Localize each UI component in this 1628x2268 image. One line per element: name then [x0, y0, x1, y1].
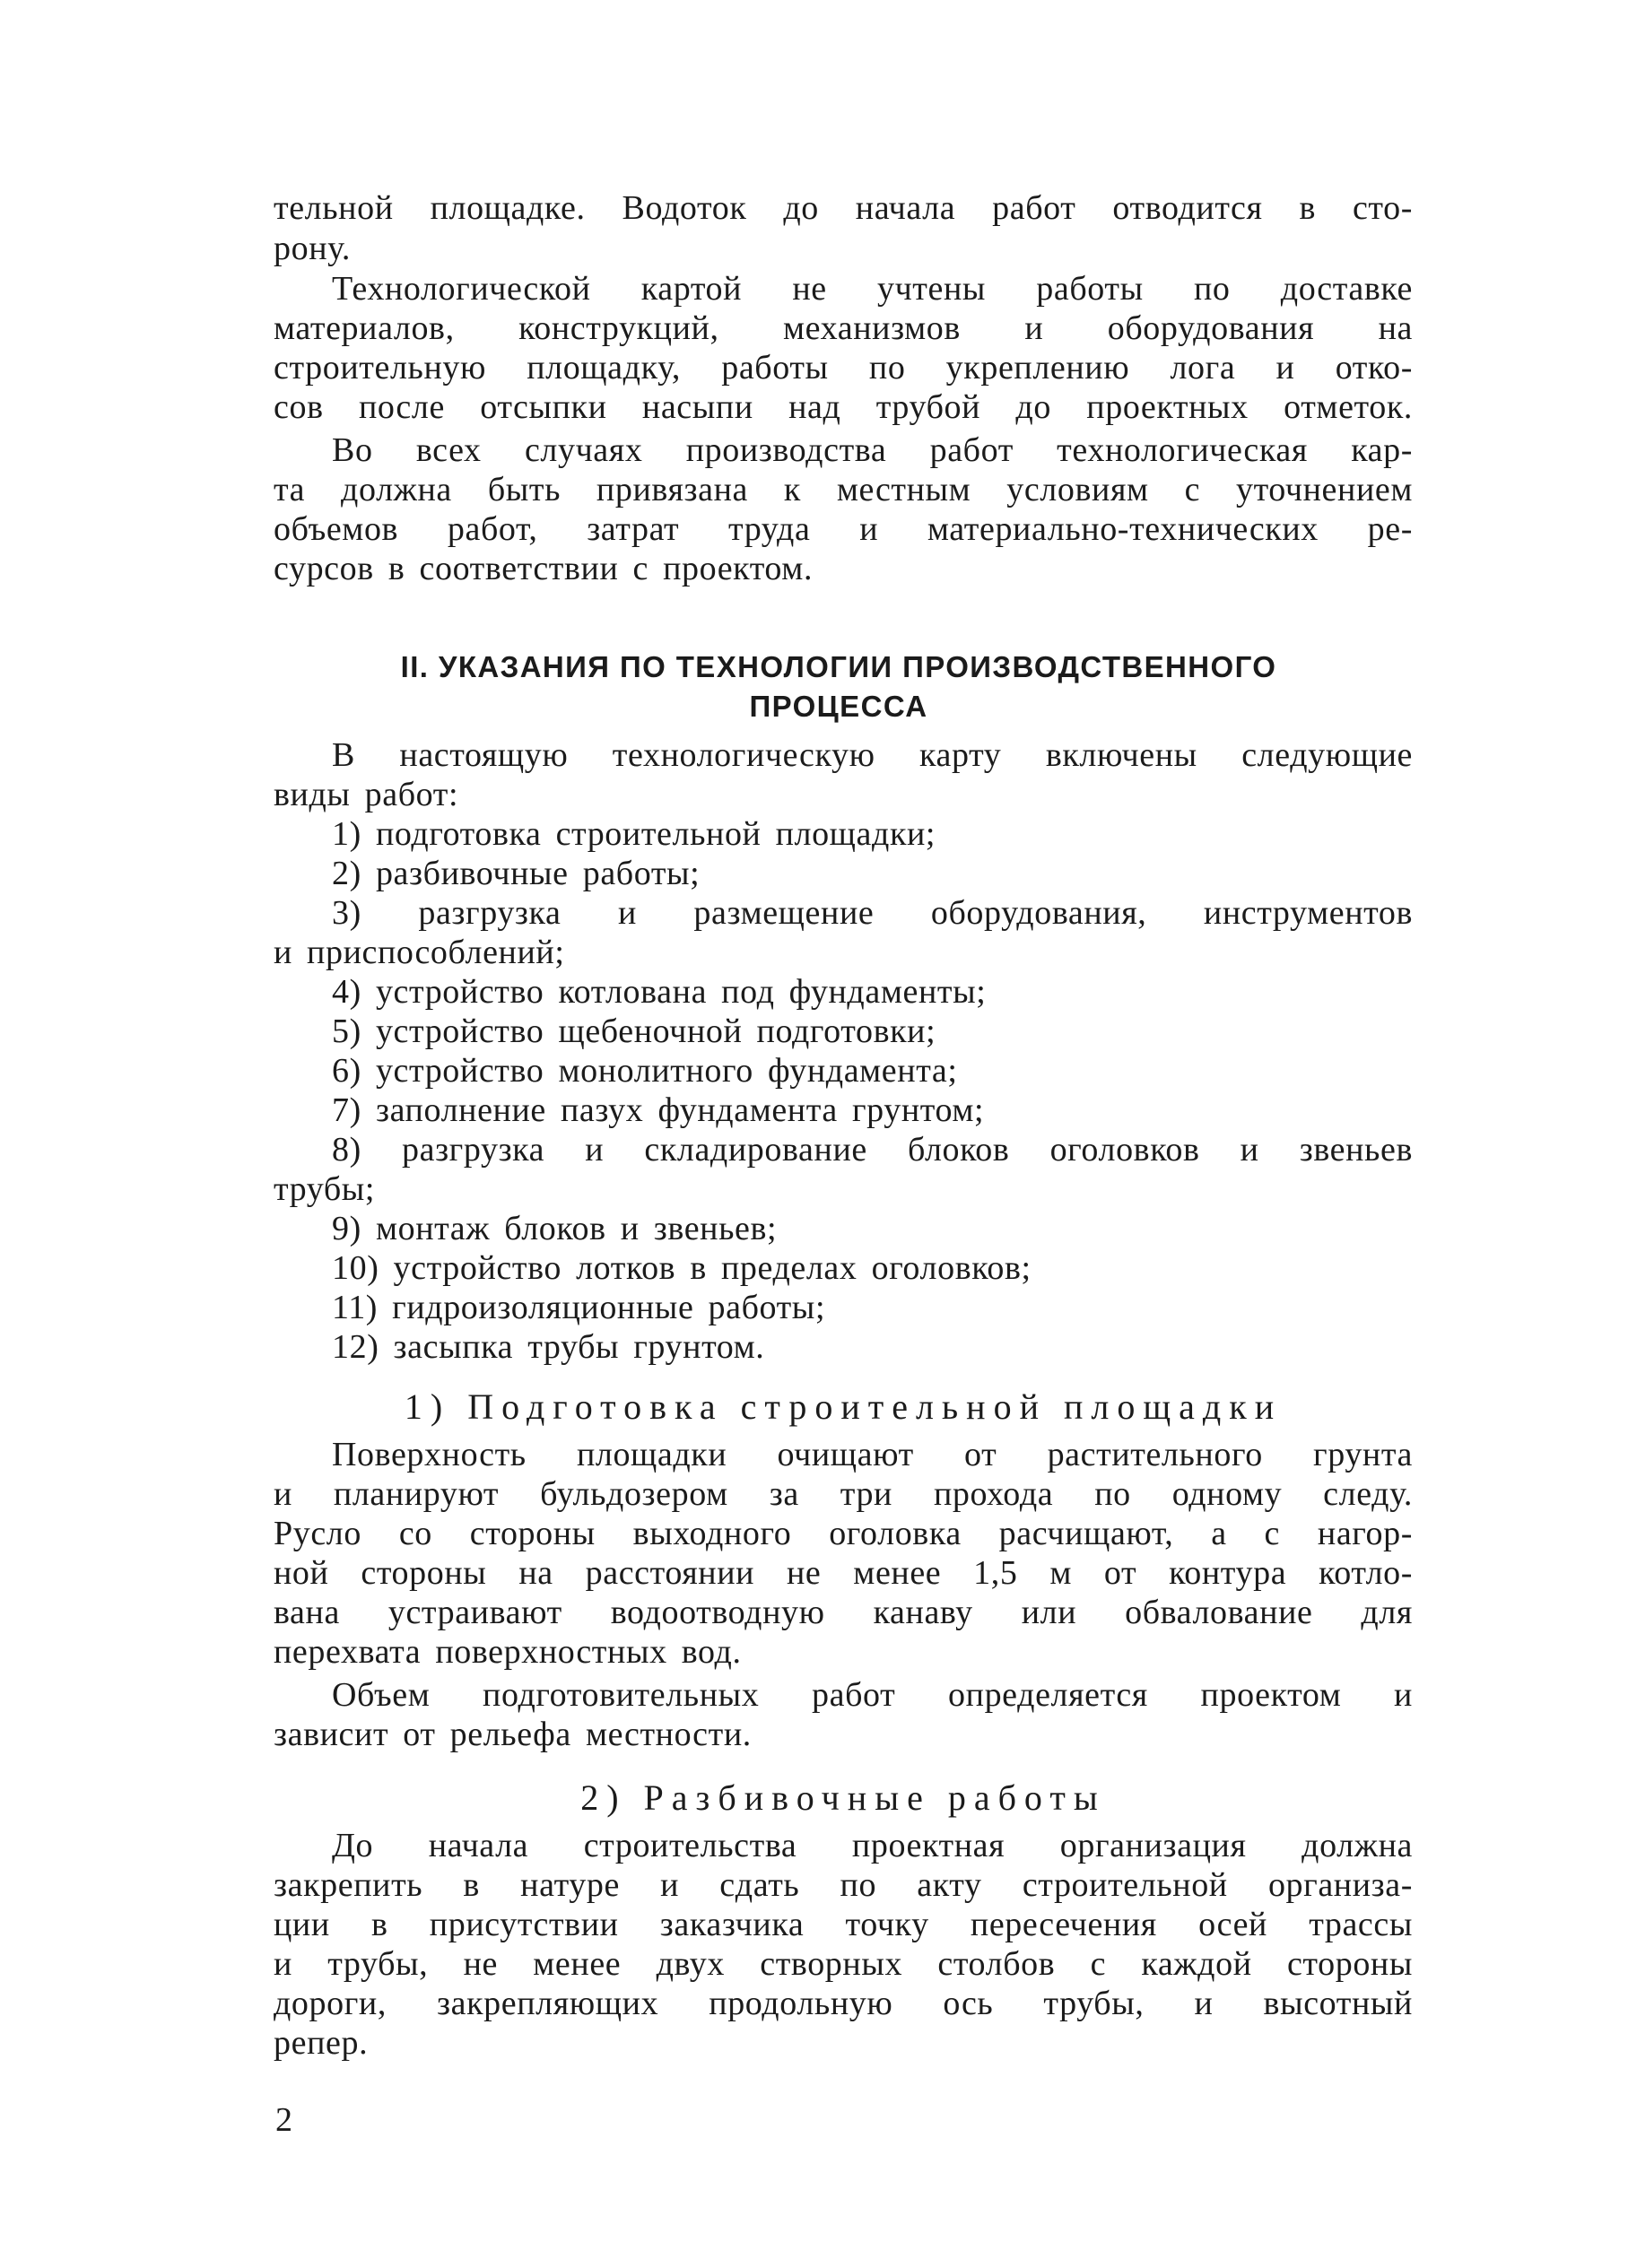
- subsection-line: Русло со стороны выходного оголовка расчищают, а с нагор-: [274, 1515, 1413, 1552]
- subsection-line: Объем подготовительных работ определяется проектом и: [332, 1676, 1413, 1714]
- subsection-line: вана устраивают водоотводную канаву или обвалование для: [274, 1594, 1413, 1631]
- section-intro-line: виды работ:: [274, 776, 459, 813]
- subsection-line: репер.: [274, 2024, 369, 2062]
- list-item: 10) устройство лотков в пределах оголовков;: [332, 1249, 1032, 1287]
- subsection-line: и планируют бульдозером за три прохода по одному следу.: [274, 1475, 1413, 1513]
- intro-line: сов после отсыпки насыпи над трубой до проектных отметок.: [274, 388, 1413, 426]
- list-item: 1) подготовка строительной площадки;: [332, 815, 936, 853]
- intro-line: Технологической картой не учтены работы по доставке: [332, 270, 1413, 308]
- intro-line: материалов, конструкций, механизмов и оборудования на: [274, 309, 1413, 347]
- list-item: 2) разбивочные работы;: [332, 855, 701, 892]
- page-number: 2: [275, 2101, 292, 2139]
- section-heading: ПРОЦЕССА: [749, 690, 928, 723]
- list-item: 6) устройство монолитного фундамента;: [332, 1052, 958, 1090]
- subsection-line: ции в присутствии заказчика точку пересечения осей трассы: [274, 1906, 1413, 1943]
- subsection-title: 1) Подготовка строительной площадки: [404, 1386, 1283, 1427]
- intro-line: рону.: [274, 230, 352, 267]
- subsection-line: зависит от рельефа местности.: [274, 1716, 752, 1753]
- subsection-line: и трубы, не менее двух створных столбов с каждой стороны: [274, 1945, 1413, 1983]
- intro-line: та должна быть привязана к местным условиям с уточнением: [274, 471, 1413, 508]
- section-intro-line: В настоящую технологическую карту включены следующие: [332, 736, 1413, 774]
- intro-line: объемов работ, затрат труда и материально-технических ре-: [274, 510, 1413, 548]
- list-item: 9) монтаж блоков и звеньев;: [332, 1210, 778, 1247]
- intro-line: сурсов в соответствии с проектом.: [274, 550, 814, 587]
- intro-line: Во всех случаях производства работ технологическая кар-: [332, 431, 1413, 469]
- list-item: 3) разгрузка и размещение оборудования, инструментов: [332, 894, 1413, 932]
- subsection-line: дороги, закрепляющих продольную ось трубы, и высотный: [274, 1985, 1413, 2022]
- list-item: 5) устройство щебеночной подготовки;: [332, 1012, 936, 1050]
- intro-line: тельной площадке. Водоток до начала работ отводится в сто-: [274, 189, 1413, 227]
- list-item: и приспособлений;: [274, 934, 565, 971]
- list-item: 11) гидроизоляционные работы;: [332, 1289, 826, 1326]
- list-item: 12) засыпка трубы грунтом.: [332, 1328, 765, 1366]
- subsection-line: До начала строительства проектная организация должна: [332, 1827, 1413, 1864]
- list-item: 8) разгрузка и складирование блоков оголовков и звеньев: [332, 1131, 1413, 1169]
- subsection-line: перехвата поверхностных вод.: [274, 1633, 742, 1671]
- intro-line: строительную площадку, работы по укреплению лога и отко-: [274, 349, 1413, 387]
- list-item: 4) устройство котлована под фундаменты;: [332, 973, 987, 1011]
- subsection-title: 2) Разбивочные работы: [580, 1777, 1106, 1818]
- subsection-line: ной стороны на расстоянии не менее 1,5 м от контура котло-: [274, 1554, 1413, 1592]
- subsection-line: Поверхность площадки очищают от растительного грунта: [332, 1436, 1413, 1473]
- list-item: трубы;: [274, 1170, 376, 1208]
- subsection-line: закрепить в натуре и сдать по акту строительной организа-: [274, 1866, 1413, 1904]
- section-heading: II. УКАЗАНИЯ ПО ТЕХНОЛОГИИ ПРОИЗВОДСТВЕННОГО: [400, 650, 1277, 683]
- list-item: 7) заполнение пазух фундамента грунтом;: [332, 1091, 985, 1129]
